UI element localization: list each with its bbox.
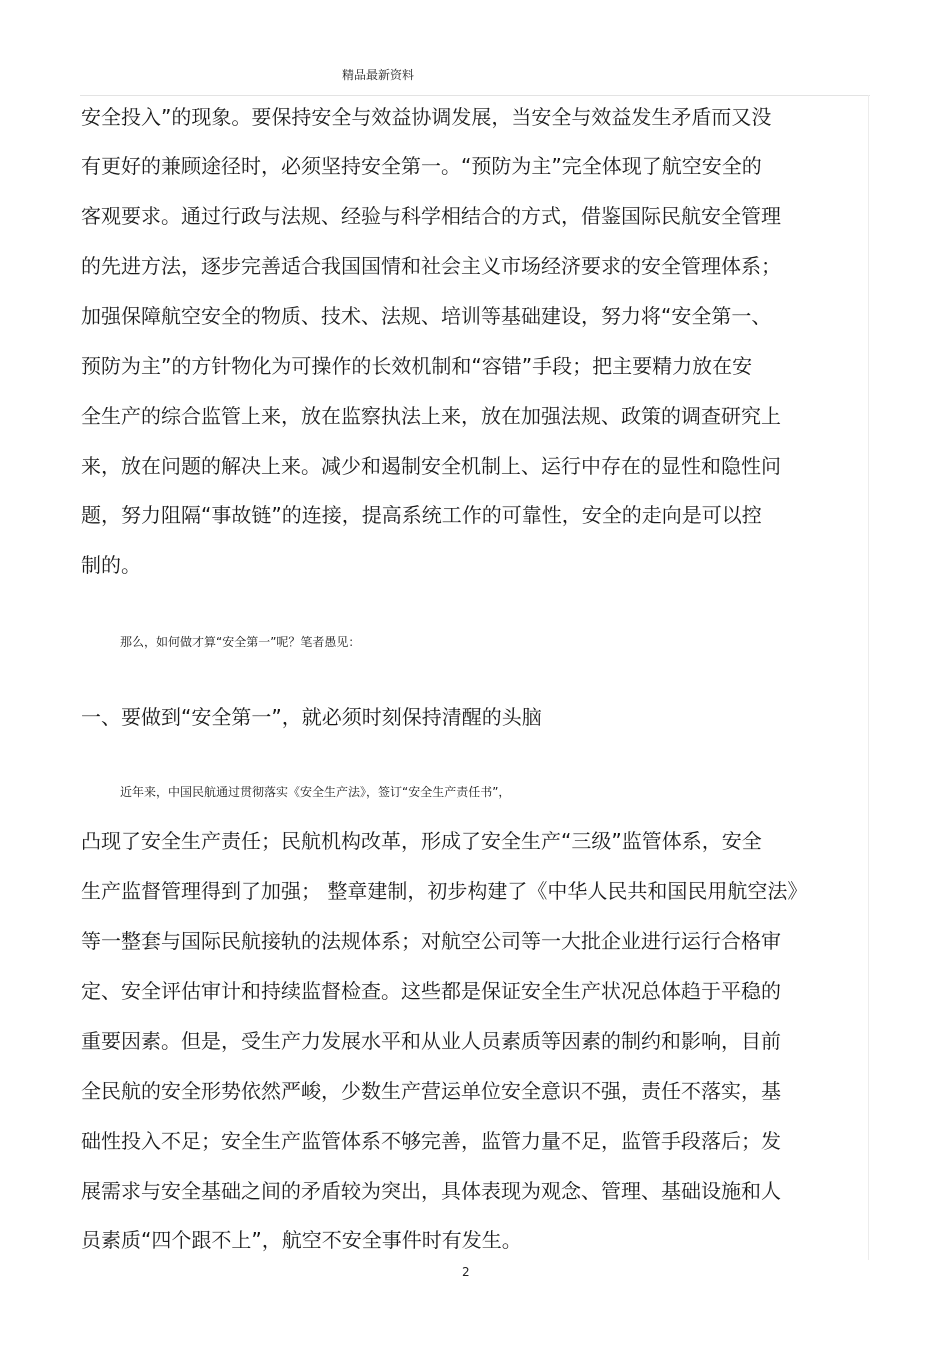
body-line: 础性投入不足；安全生产监管体系不够完善，监管力量不足，监管手段落后；发 [81, 1129, 781, 1153]
paragraph-line: 近年来，中国民航通过贯彻落实《安全生产法》，签订“安全生产责任书”， [120, 785, 511, 799]
body-line: 加强保障航空安全的物质、技术、法规、培训等基础建设，努力将“安全第一、 [81, 304, 772, 328]
page-header: 精品最新资料 [342, 68, 415, 82]
right-margin-rule [868, 95, 869, 1260]
body-line: 预防为主”的方针物化为可操作的长效机制和“容错”手段；把主要精力放在安 [81, 354, 753, 378]
body-line: 有更好的兼顾途径时，必须坚持安全第一。“预防为主”完全体现了航空安全的 [81, 154, 762, 178]
body-line: 重要因素。但是，受生产力发展水平和从业人员素质等因素的制约和影响，目前 [81, 1029, 781, 1053]
body-line: 题，努力阻隔“事故链”的连接，提高系统工作的可靠性，安全的走向是可以控 [81, 503, 762, 527]
body-line: 展需求与安全基础之间的矛盾较为突出，具体表现为观念、管理、基础设施和人 [81, 1179, 781, 1203]
body-line: 安全投入”的现象。要保持安全与效益协调发展，当安全与效益发生矛盾而又没 [81, 105, 772, 129]
page-number: 2 [462, 1265, 470, 1279]
body-line: 客观要求。通过行政与法规、经验与科学相结合的方式，借鉴国际民航安全管理 [81, 204, 781, 228]
body-line: 凸现了安全生产责任；民航机构改革，形成了安全生产“三级”监管体系，安全 [81, 829, 762, 853]
body-line: 全生产的综合监管上来，放在监察执法上来，放在加强法规、政策的调查研究上 [81, 404, 781, 428]
body-line: 员素质“四个跟不上”，航空不安全事件时有发生。 [81, 1228, 522, 1252]
paragraph-line: 那么，如何做才算“安全第一”呢？笔者愚见： [120, 635, 361, 649]
body-line: 制的。 [81, 553, 141, 577]
body-line: 定、安全评估审计和持续监督检查。这些都是保证安全生产状况总体趋于平稳的 [81, 979, 781, 1003]
section-heading: 一、要做到“安全第一”，就必须时刻保持清醒的头脑 [81, 705, 542, 729]
header-rule [80, 95, 870, 96]
body-line: 来，放在问题的解决上来。减少和遏制安全机制上、运行中存在的显性和隐性问 [81, 454, 781, 478]
body-line: 等一整套与国际民航接轨的法规体系；对航空公司等一大批企业进行运行合格审 [81, 929, 781, 953]
body-line: 全民航的安全形势依然严峻，少数生产营运单位安全意识不强，责任不落实，基 [81, 1079, 781, 1103]
body-line: 生产监督管理得到了加强； 整章建制，初步构建了《中华人民共和国民用航空法》 [81, 879, 808, 903]
body-line: 的先进方法，逐步完善适合我国国情和社会主义市场经济要求的安全管理体系； [81, 254, 781, 278]
